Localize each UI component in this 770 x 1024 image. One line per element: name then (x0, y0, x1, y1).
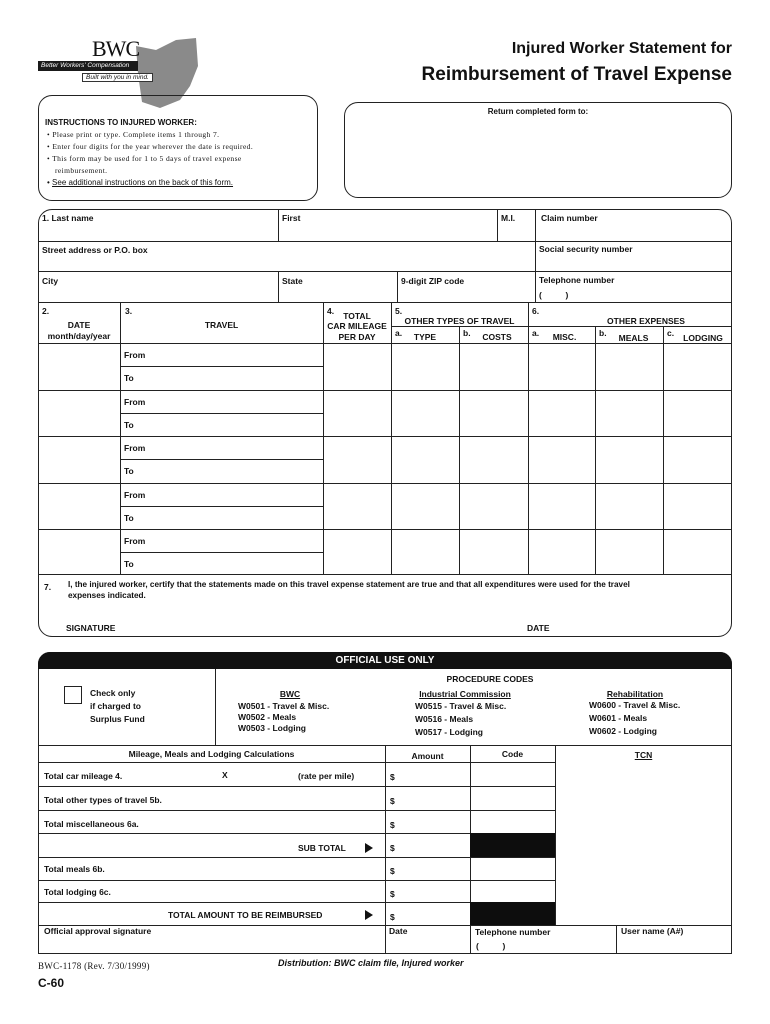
travel-to-field[interactable]: To (124, 512, 134, 523)
telephone-field[interactable]: Telephone number (539, 275, 615, 285)
subtotal-arrow-icon (365, 843, 373, 853)
travel-from-field[interactable]: From (124, 396, 146, 407)
col-mileage-num: 4. (327, 306, 335, 316)
subtotal-label: SUB TOTAL (298, 843, 346, 853)
form-title-line2: Reimbursement of Travel Expense (421, 64, 732, 85)
col-other-exp-label: OTHER EXPENSES (607, 316, 685, 326)
form-title-line1: Injured Worker Statement for (511, 40, 732, 57)
ic-code: W0515 - Travel & Misc. (415, 701, 507, 711)
bwc-codes-heading: BWC (279, 689, 301, 699)
last-name-field[interactable]: 1. Last name (42, 213, 94, 223)
total-label: TOTAL AMOUNT TO BE REIMBURSED (168, 910, 323, 920)
check-label-3: Surplus Fund (90, 714, 145, 724)
col-mileage-l2: CAR MILEAGE (327, 321, 387, 331)
main-form-border (38, 209, 732, 637)
first-name-field[interactable]: First (282, 213, 301, 223)
amount-heading: Amount (411, 751, 444, 761)
check-label-1: Check only (90, 688, 136, 698)
row-mid-divider (120, 413, 323, 414)
rehab-code: W0601 - Meals (589, 713, 648, 723)
misc-row-label: Total miscellaneous 6a. (44, 819, 139, 829)
col-meals-label: MEALS (618, 333, 649, 343)
cert-text-1: I, the injured worker, certify that the statements made on this travel expense statement are true and that all expenditures were used for the travel (68, 580, 630, 589)
instructions-heading: INSTRUCTIONS TO INJURED WORKER: (45, 118, 197, 127)
col-mileage-l1: TOTAL (343, 311, 371, 321)
city-field[interactable]: City (42, 276, 59, 286)
meals-row-label: Total meals 6b. (44, 864, 105, 874)
rehab-code: W0602 - Lodging (589, 726, 657, 736)
bwc-code: W0501 - Travel & Misc. (238, 701, 330, 711)
signature-field[interactable]: SIGNATURE (66, 623, 116, 633)
instruction-item: • This form may be used for 1 to 5 days of travel expense (47, 154, 242, 163)
rehab-codes-heading: Rehabilitation (606, 689, 664, 699)
misc-dollar[interactable]: $ (390, 820, 395, 830)
col-other-travel-num: 5. (395, 306, 403, 316)
instruction-item-link[interactable]: • See additional instructions on the back of this form. (47, 178, 234, 187)
surplus-fund-checkbox[interactable] (64, 686, 82, 704)
user-name-field[interactable]: User name (A#) (621, 926, 684, 936)
col-date-num: 2. (42, 306, 50, 316)
travel-from-field[interactable]: From (124, 443, 146, 453)
bwc-code: W0502 - Meals (238, 712, 297, 722)
col-other-travel-label: OTHER TYPES OF TRAVEL (404, 316, 515, 326)
travel-to-field[interactable]: To (124, 466, 134, 477)
claim-number-field[interactable]: Claim number (541, 213, 598, 223)
row-divider (38, 483, 732, 484)
state-field[interactable]: State (282, 276, 303, 286)
total-dollar[interactable]: $ (390, 912, 395, 922)
rehab-code: W0600 - Travel & Misc. (589, 700, 681, 710)
row-divider (38, 436, 732, 437)
other-travel-dollar[interactable]: $ (390, 796, 395, 806)
col-costs-label: COSTS (482, 332, 512, 342)
instruction-item: reimbursement. (55, 166, 108, 175)
travel-to-field[interactable]: To (124, 373, 134, 384)
zip-field[interactable]: 9-digit ZIP code (401, 276, 465, 286)
bwc-code: W0503 - Lodging (238, 723, 306, 733)
cert-text-2: expenses indicated. (68, 591, 146, 600)
total-arrow-icon (365, 910, 373, 920)
total-code-shaded (470, 902, 555, 925)
approval-signature-field[interactable]: Official approval signature (44, 926, 152, 936)
mileage-x: X (222, 770, 228, 780)
return-label: Return completed form to: (487, 107, 589, 116)
ic-code: W0516 - Meals (415, 714, 474, 724)
ic-code: W0517 - Lodging (415, 727, 483, 737)
official-use-title: OFFICIAL USE ONLY (38, 652, 732, 669)
instruction-item: • Enter four digits for the year wherever the date is required. (47, 142, 254, 151)
col-date-sub: month/day/year (47, 331, 111, 341)
calc-heading: Mileage, Meals and Lodging Calculations (128, 749, 295, 759)
cert-date-field[interactable]: DATE (527, 623, 550, 633)
approval-telephone-field[interactable]: Telephone number (475, 927, 551, 937)
check-label-2: if charged to (90, 701, 142, 711)
col-misc-label: MISC. (552, 332, 577, 342)
telephone-paren: ( ) (539, 290, 569, 300)
row-mid-divider (120, 366, 323, 367)
other-travel-row-label: Total other types of travel 5b. (44, 795, 162, 805)
instructions-box (38, 95, 318, 201)
middle-initial-field[interactable]: M.I. (501, 213, 516, 223)
mileage-dollar[interactable]: $ (390, 772, 395, 782)
col-6c: c. (667, 328, 675, 338)
form-code: C-60 (38, 976, 65, 990)
approval-telephone-paren: ( ) (476, 941, 506, 951)
col-date-label: DATE (67, 320, 91, 330)
row-divider (38, 390, 732, 391)
procedure-codes-heading: PROCEDURE CODES (446, 674, 534, 684)
form-id: BWC-1178 (Rev. 7/30/1999) (38, 961, 150, 971)
street-address-field[interactable]: Street address or P.O. box (42, 245, 148, 255)
code-heading: Code (501, 749, 524, 759)
row-divider (38, 529, 732, 530)
rate-per-mile: (rate per mile) (298, 771, 355, 781)
col-travel-num: 3. (125, 306, 133, 316)
mileage-row-label: Total car mileage 4. (44, 771, 123, 781)
col-other-exp-num: 6. (532, 306, 540, 316)
col-6a: a. (532, 328, 540, 338)
travel-to-field[interactable]: To (124, 419, 134, 430)
col-mileage-l3: PER DAY (338, 332, 376, 342)
col-travel-label: TRAVEL (204, 320, 239, 330)
travel-from-field[interactable]: From (124, 536, 146, 546)
return-address-box[interactable] (344, 102, 732, 198)
instruction-item: • Please print or type. Complete items 1 through 7. (47, 130, 220, 139)
travel-from-field[interactable]: From (124, 350, 146, 360)
col-type-label: TYPE (413, 332, 437, 342)
cert-num: 7. (44, 582, 52, 592)
row-mid-divider (120, 506, 323, 507)
travel-from-field[interactable]: From (124, 489, 146, 500)
col-lodging-label: LODGING (683, 333, 723, 343)
ssn-field[interactable]: Social security number (539, 244, 633, 254)
row-mid-divider (120, 552, 323, 553)
ic-codes-heading: Industrial Commission (419, 689, 511, 699)
logo-tagline: Built with you in mind. (82, 73, 153, 82)
tcn-heading: TCN (634, 750, 653, 760)
distribution-note: Distribution: BWC claim file, Injured worker (278, 958, 464, 968)
col-5b: b. (463, 328, 471, 338)
logo-text: BWC (92, 36, 140, 61)
row-mid-divider (120, 459, 323, 460)
lodging-dollar[interactable]: $ (390, 889, 395, 899)
meals-dollar[interactable]: $ (390, 866, 395, 876)
subtotal-dollar[interactable]: $ (390, 843, 395, 853)
col-5a: a. (395, 328, 403, 338)
subtotal-code-shaded (470, 833, 555, 857)
logo-bar-text: Better Workers' Compensation (41, 62, 130, 69)
travel-to-field[interactable]: To (124, 559, 134, 570)
lodging-row-label: Total lodging 6c. (44, 887, 111, 897)
col-6b: b. (599, 328, 607, 338)
approval-date-field[interactable]: Date (389, 926, 408, 936)
